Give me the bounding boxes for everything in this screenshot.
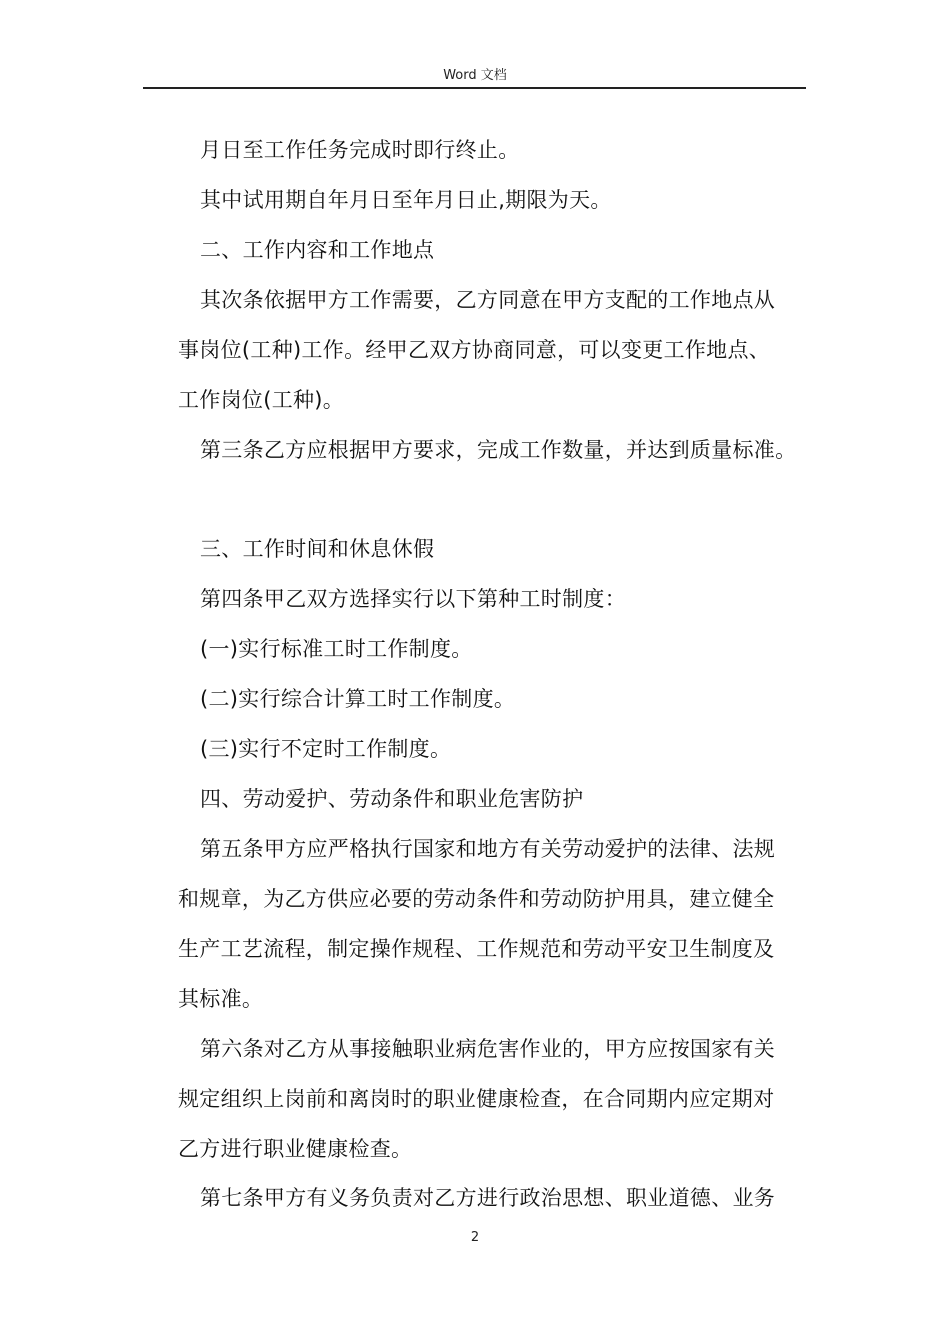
list-item: (一)实行标准工时工作制度。 <box>200 637 473 661</box>
header-title: Word 文档 <box>443 68 507 83</box>
list-item: (二)实行综合计算工时工作制度。 <box>200 687 516 711</box>
paragraph-line: 其标准。 <box>178 987 264 1011</box>
paragraph-line: 第六条对乙方从事接触职业病危害作业的，甲方应按国家有关 <box>200 1037 776 1061</box>
paragraph-line: 工作岗位(工种)。 <box>178 388 345 412</box>
paragraph-line: 月日至工作任务完成时即行终止。 <box>200 138 520 162</box>
section-heading: 三、工作时间和休息休假 <box>200 537 435 561</box>
paragraph-line: 乙方进行职业健康检查。 <box>178 1137 413 1161</box>
section-heading: 二、工作内容和工作地点 <box>200 238 435 262</box>
paragraph-line: 生产工艺流程，制定操作规程、工作规范和劳动平安卫生制度及 <box>178 937 775 961</box>
header-divider <box>143 87 806 89</box>
list-item: (三)实行不定时工作制度。 <box>200 737 452 761</box>
paragraph-line: 第三条乙方应根据甲方要求，完成工作数量，并达到质量标准。 <box>200 438 797 462</box>
section-heading: 四、劳动爱护、劳动条件和职业危害防护 <box>200 787 584 811</box>
paragraph-line: 第四条甲乙双方选择实行以下第种工时制度： <box>200 587 626 611</box>
page-number: 2 <box>470 1230 480 1245</box>
paragraph-line: 事岗位(工种)工作。经甲乙双方协商同意，可以变更工作地点、 <box>178 338 771 362</box>
paragraph-line: 第七条甲方有义务负责对乙方进行政治思想、职业道德、业务 <box>200 1186 776 1210</box>
paragraph-line: 第五条甲方应严格执行国家和地方有关劳动爱护的法律、法规 <box>200 837 776 861</box>
paragraph-line: 和规章，为乙方供应必要的劳动条件和劳动防护用具，建立健全 <box>178 887 775 911</box>
paragraph-line: 其中试用期自年月日至年月日止,期限为天。 <box>200 188 612 212</box>
paragraph-line: 其次条依据甲方工作需要，乙方同意在甲方支配的工作地点从 <box>200 288 776 312</box>
paragraph-line: 规定组织上岗前和离岗时的职业健康检查，在合同期内应定期对 <box>178 1087 775 1111</box>
